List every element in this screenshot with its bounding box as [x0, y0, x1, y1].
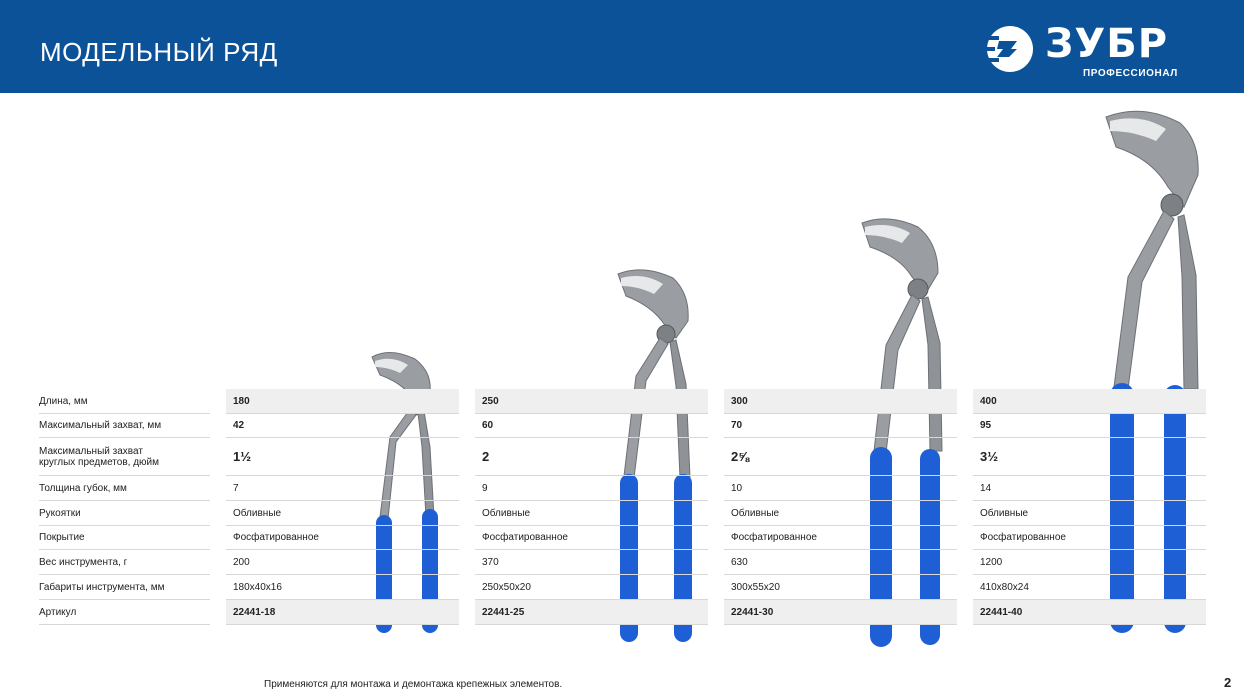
- value-weight: 1200: [973, 550, 1206, 575]
- value-jaw-thickness: 10: [724, 476, 957, 501]
- label-length: Длина, мм: [39, 389, 210, 414]
- value-length: 300: [724, 389, 957, 414]
- value-coating: Фосфатированное: [226, 526, 459, 550]
- value-max-round-grip: 1½: [226, 438, 459, 476]
- label-max-round-grip: Максимальный захват круглых предметов, дюйм: [39, 438, 210, 476]
- label-max-grip: Максимальный захват, мм: [39, 414, 210, 438]
- value-handles: Обливные: [724, 501, 957, 526]
- value-article: 22441-40: [973, 600, 1206, 625]
- page-number: 2: [1224, 675, 1232, 690]
- value-coating: Фосфатированное: [475, 526, 708, 550]
- value-length: 180: [226, 389, 459, 414]
- value-dimensions: 250x50x20: [475, 575, 708, 600]
- value-jaw-thickness: 9: [475, 476, 708, 501]
- value-max-grip: 60: [475, 414, 708, 438]
- page-title: МОДЕЛЬНЫЙ РЯД: [40, 37, 278, 67]
- label-jaw-thickness: Толщина губок, мм: [39, 476, 210, 501]
- model-column-400: [973, 389, 1206, 625]
- model-column-300: [724, 389, 957, 625]
- value-handles: Обливные: [475, 501, 708, 526]
- value-dimensions: 300x55x20: [724, 575, 957, 600]
- value-max-round-grip: 3½: [973, 438, 1206, 476]
- label-weight: Вес инструмента, г: [39, 550, 210, 575]
- brand-name: ЗУБР: [1045, 21, 1169, 67]
- value-max-round-grip: 2: [475, 438, 708, 476]
- value-weight: 630: [724, 550, 957, 575]
- label-article: Артикул: [39, 600, 210, 625]
- value-length: 250: [475, 389, 708, 414]
- footer-note: Применяются для монтажа и демонтажа крепежных элементов.: [264, 679, 563, 690]
- value-max-grip: 42: [226, 414, 459, 438]
- brand-mark-icon: [985, 24, 1035, 74]
- value-jaw-thickness: 7: [226, 476, 459, 501]
- value-coating: Фосфатированное: [724, 526, 957, 550]
- value-max-round-grip: 2⅝: [724, 438, 957, 476]
- value-article: 22441-30: [724, 600, 957, 625]
- label-dimensions: Габариты инструмента, мм: [39, 575, 210, 600]
- value-length: 400: [973, 389, 1206, 414]
- spec-labels: [39, 389, 210, 625]
- model-column-180: [226, 389, 459, 625]
- value-dimensions: 410x80x24: [973, 575, 1206, 600]
- value-weight: 370: [475, 550, 708, 575]
- model-column-250: [475, 389, 708, 625]
- value-handles: Обливные: [226, 501, 459, 526]
- value-jaw-thickness: 14: [973, 476, 1206, 501]
- value-article: 22441-25: [475, 600, 708, 625]
- value-max-grip: 70: [724, 414, 957, 438]
- value-dimensions: 180x40x16: [226, 575, 459, 600]
- brand-logo: [985, 22, 1210, 82]
- label-coating: Покрытие: [39, 526, 210, 550]
- value-coating: Фосфатированное: [973, 526, 1206, 550]
- label-handles: Рукоятки: [39, 501, 210, 526]
- value-weight: 200: [226, 550, 459, 575]
- brand-subtitle: ПРОФЕССИОНАЛ: [1083, 68, 1178, 79]
- value-max-grip: 95: [973, 414, 1206, 438]
- value-article: 22441-18: [226, 600, 459, 625]
- value-handles: Обливные: [973, 501, 1206, 526]
- header-bar: [0, 0, 1244, 93]
